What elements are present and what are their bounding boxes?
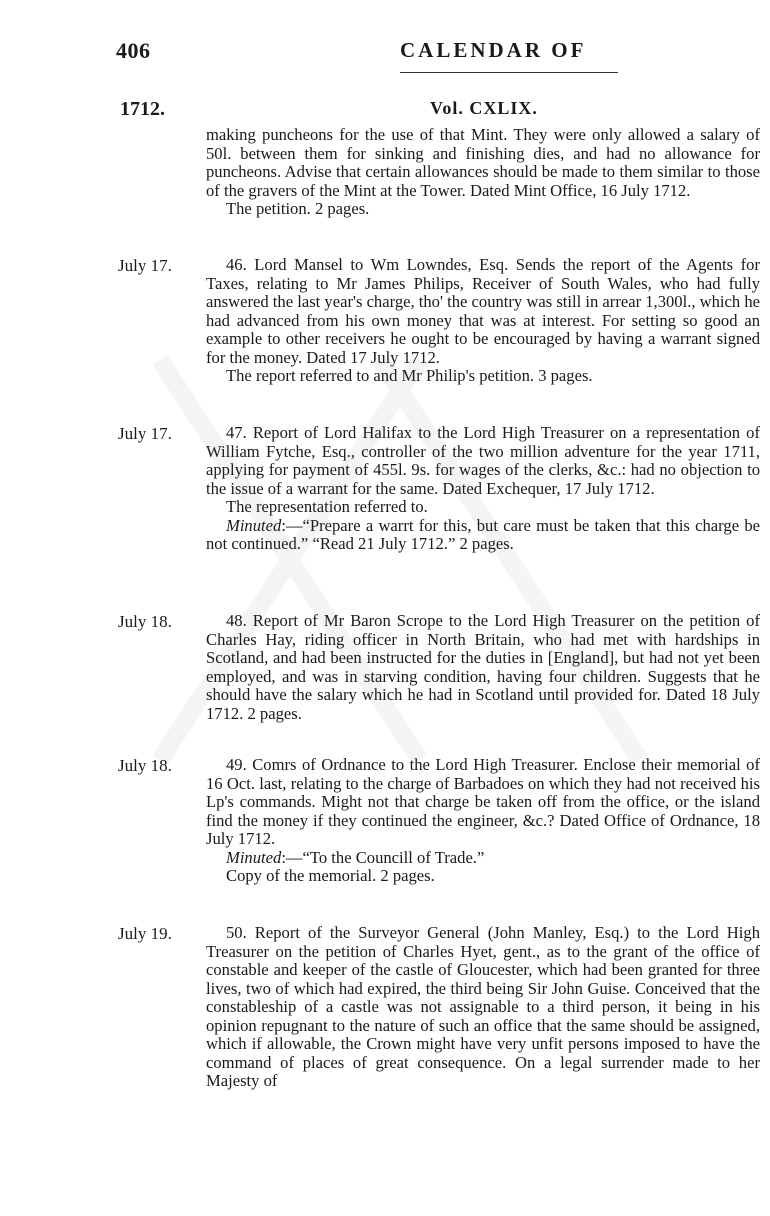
page-number: 406 [116, 38, 151, 63]
entry-note: Copy of the memorial. 2 pages. [226, 866, 435, 885]
entry-body [206, 924, 760, 1091]
entry-body [206, 756, 760, 886]
minuted-text: :—“To the Councill of Trade.” [281, 847, 485, 867]
entry-minute [206, 849, 760, 868]
entry-text: 50. Report of the Surveyor General (John Manley, Esq.) to the Lord High Treasurer on the petition of Charles Hyet, gent., as to the grant of the office of constable and keeper of the castle of Gloucester, which had been granted for three lives, two of which had expired, the third being Sir John Guise. Conceived that the constableship of a castle was not assignable to a third person, it being in his opinion repugnant to the nature of such an office that the same should be assigned, which if allowable, the Crown might have very unfit persons imposed to have the command of places of great consequence. On a legal surrender made to her Majesty of [206, 923, 760, 1090]
entry-body [206, 256, 760, 386]
entry-date: July 18. [118, 612, 172, 631]
minuted-label: Minuted [226, 847, 282, 867]
entry-text: 47. Report of Lord Halifax to the Lord High Treasurer on a representation of William Fytche, Esq., controller of the two million adventure for the year 1711, applying for payment of 455l. 9s. for wages of the clerks, &c.: had no objection to the issue of a warrant for the same. Dated Exchequer, 17 July 1712. [206, 423, 760, 498]
entry-text: 46. Lord Mansel to Wm Lowndes, Esq. Sends the report of the Agents for Taxes, relating to Mr James Philips, Receiver of South Wales, who had fully answered the last year's charge, tho' the country was still in arrear 1,300l., which he had advanced from his own money that was at interest. For setting so good an example to other receivers he ought to be encouraged by having a warrant signed for the money. Dated 17 July 1712. [206, 255, 761, 367]
entry-date: July 18. [118, 756, 172, 775]
minuted-label: Minuted [226, 515, 282, 535]
entry-body [206, 612, 760, 723]
year-marginal: 1712. [120, 98, 165, 120]
continuation-note: The petition. 2 pages. [226, 199, 370, 218]
continuation-paragraph [206, 126, 760, 219]
entry-text: 49. Comrs of Ordnance to the Lord High Treasurer. Enclose their memorial of 16 Oct. last, relating to the charge of Barbadoes on which they had not received his Lp's commands. Might not that charge be taken off from the office, or the island find the money if they continued the engineer, &c.? Dated Office of Ordnance, 18 July 1712. [206, 755, 760, 848]
entry-note: The report referred to and Mr Philip's petition. 3 pages. [226, 366, 593, 385]
entry-text: 48. Report of Mr Baron Scrope to the Lord High Treasurer on the petition of Charles Hay, riding officer in North Britain, who had met with hardships in Scotland, and had been instructed for the duties in [England], but had not yet been employed, and was in starving condition, having four children. Suggests that he should have the salary which he had in Scotland until provided for. Dated 18 July 1712. 2 pages. [206, 611, 760, 723]
minuted-text: :—“Prepare a warrt for this, but care must be taken that this charge be not continued.” “Read 21 July 1712.” 2 pages. [206, 515, 760, 553]
entry-date: July 19. [118, 924, 172, 943]
running-title: CALENDAR OF [400, 38, 587, 62]
header-rule [400, 72, 618, 73]
entry-note: The representation referred to. [226, 497, 428, 516]
entry-minute [206, 517, 760, 554]
continuation-text: making puncheons for the use of that Mint. They were only allowed a salary of 50l. between them for sinking and finishing dies, and had no allowance for puncheons. Advise that certain allowances should be made to them similar to those of the gravers of the Mint at the Tower. Dated Mint Office, 16 July 1712. [206, 125, 760, 200]
entry-body [206, 424, 760, 554]
volume-heading: Vol. CXLIX. [430, 98, 538, 118]
page-header [0, 38, 770, 78]
entry-date: July 17. [118, 424, 172, 443]
entry-date: July 17. [118, 256, 172, 275]
